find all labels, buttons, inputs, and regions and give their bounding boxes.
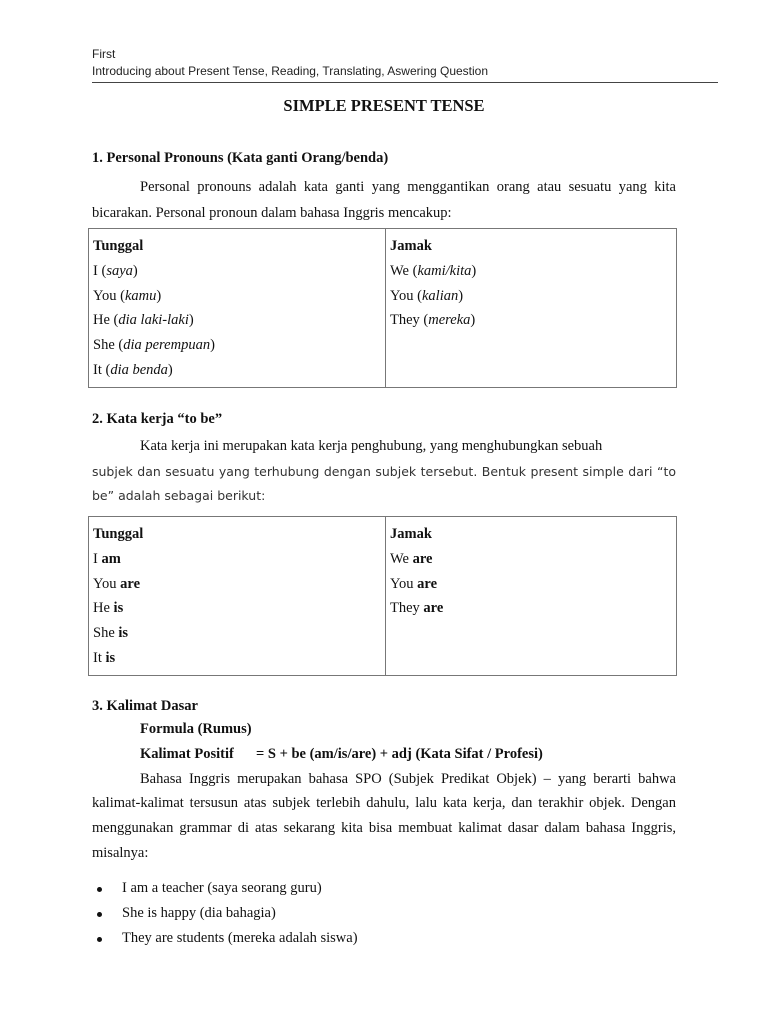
section-2-paragraph-line-1: Kata kerja ini merupakan kata kerja penghubung, yang menghubungkan sebuah: [140, 438, 603, 454]
section-basic-sentence: [92, 698, 676, 951]
to-be-row: You are: [93, 575, 141, 592]
to-be-row: She is: [93, 625, 129, 642]
page-title: SIMPLE PRESENT TENSE: [283, 96, 485, 115]
header-line-1: First: [92, 47, 116, 61]
header-line-2: Introducing about Present Tense, Reading, Translating, Aswering Question: [92, 64, 489, 78]
pronoun-row: It (dia benda): [93, 361, 173, 378]
pronoun-table-plural-column: [386, 229, 677, 388]
section-to-be: [92, 411, 676, 509]
positive-formula: = S + be (am/is/are) + adj (Kata Sifat / Profesi): [256, 745, 543, 762]
section-3-paragraph: Bahasa Inggris merupakan bahasa SPO (Subjek Predikat Objek) – yang berarti bahwa kalimat-kalimat tersusun atas subjek terlebih dahulu, lalu kata kerja, dan terakhir objek. Dengan menggunakan grammar di atas sekarang kita bisa membuat kalimat dasar dalam bahasa Inggris, misalnya:: [92, 770, 676, 861]
positive-label: Kalimat Positif: [140, 745, 234, 762]
to-be-row: We are: [390, 550, 433, 567]
formula-label: Formula (Rumus): [140, 721, 252, 737]
pronoun-row: He (dia laki-laki): [93, 312, 194, 329]
section-1-paragraph: Personal pronouns adalah kata ganti yang menggantikan orang atau sesuatu yang kita bicarakan. Personal pronoun dalam bahasa Inggris mencakup:: [92, 179, 676, 221]
pronoun-row: I (saya): [93, 262, 138, 279]
bullet-icon: [97, 912, 102, 917]
to-be-row: I am: [93, 550, 121, 567]
pronoun-table: [88, 228, 677, 388]
pronoun-row: She (dia perempuan): [93, 337, 215, 354]
pronoun-row: You (kalian): [390, 287, 464, 304]
section-1-heading: 1. Personal Pronouns (Kata ganti Orang/benda): [92, 150, 389, 166]
section-2-heading: 2. Kata kerja “to be”: [92, 411, 223, 427]
document-header: [92, 46, 718, 80]
pronoun-table-singular-column: [89, 229, 386, 388]
list-item: I am a teacher (saya seorang guru): [92, 876, 676, 901]
list-item: They are students (mereka adalah siswa): [92, 926, 676, 951]
positive-formula-row: [92, 742, 676, 767]
section-personal-pronouns: [92, 150, 676, 226]
pronoun-row: You (kamu): [93, 287, 162, 304]
example-list: [92, 876, 676, 951]
pronoun-row: They (mereka): [390, 312, 476, 329]
section-3-heading: 3. Kalimat Dasar: [92, 698, 198, 714]
to-be-row: You are: [390, 575, 438, 592]
to-be-table-singular-column: [89, 517, 386, 676]
to-be-row: He is: [93, 600, 124, 617]
to-be-table-plural-column: [386, 517, 677, 676]
to-be-plural-header: Jamak: [390, 526, 432, 542]
list-item: She is happy (dia bahagia): [92, 901, 676, 926]
to-be-row: It is: [93, 649, 116, 666]
pronoun-row: We (kami/kita): [390, 262, 477, 279]
header-divider: [92, 82, 718, 83]
pronoun-singular-header: Tunggal: [93, 238, 144, 254]
to-be-table: [88, 516, 677, 676]
bullet-icon: [97, 937, 102, 942]
to-be-row: They are: [390, 600, 444, 617]
pronoun-plural-header: Jamak: [390, 238, 432, 254]
to-be-singular-header: Tunggal: [93, 526, 144, 542]
section-2-paragraph-rest: subjek dan sesuatu yang terhubung dengan subjek tersebut. Bentuk present simple dari “to be” adalah sebagai berikut:: [92, 463, 676, 504]
bullet-icon: [97, 887, 102, 892]
